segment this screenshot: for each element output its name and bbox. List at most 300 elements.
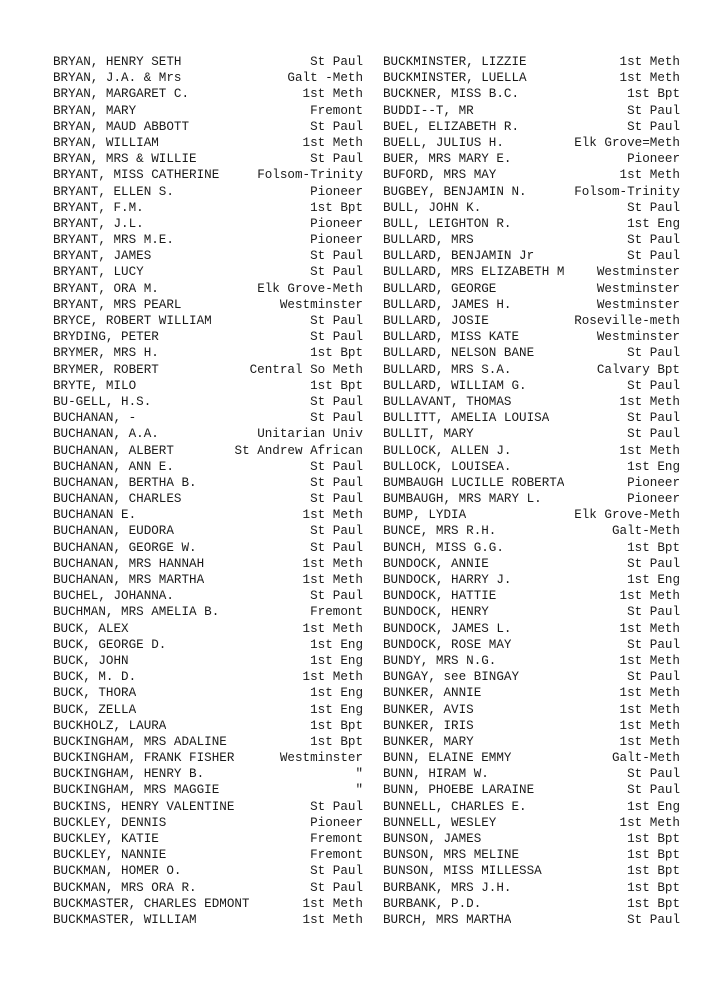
list-item	[383, 216, 680, 232]
church-name: Pioneer	[310, 184, 363, 199]
church-name: St Andrew African	[234, 443, 363, 458]
church-name: St Paul	[310, 799, 363, 814]
church-name: 1st Meth	[619, 621, 680, 636]
member-name: BRYANT, F.M.	[53, 200, 144, 215]
church-name: 1st Meth	[619, 718, 680, 733]
church-name: St Paul	[310, 394, 363, 409]
member-name: BUNDY, MRS N.G.	[383, 653, 497, 668]
church-name: St Paul	[310, 492, 363, 507]
member-name: BUNCE, MRS R.H.	[383, 524, 497, 539]
member-name: BUNN, ELAINE EMMY	[383, 751, 512, 766]
member-name: BRYCE, ROBERT WILLIAM	[53, 314, 212, 328]
list-item	[53, 135, 363, 151]
list-item	[383, 426, 680, 442]
list-item	[383, 653, 680, 669]
member-name: BUCKHOLZ, LAURA	[53, 718, 167, 733]
member-name: BUCKMINSTER, LIZZIE	[383, 55, 527, 69]
member-name: BUCHANAN, ANN E.	[53, 459, 174, 474]
church-name: Galt-Meth	[611, 524, 680, 539]
member-name: BUNN, HIRAM W.	[383, 767, 489, 782]
church-name: St Paul	[627, 912, 680, 927]
member-name: BUCK, M. D.	[53, 670, 137, 685]
church-name: Westminster	[279, 297, 363, 312]
church-name: 1st Bpt	[310, 200, 363, 215]
church-name: St Paul	[627, 411, 680, 426]
member-name: BULLARD, GEORGE	[383, 281, 497, 296]
church-name: St Paul	[627, 200, 680, 215]
church-name: Unitarian Univ	[257, 427, 363, 442]
list-item	[383, 702, 680, 718]
church-name: 1st Meth	[302, 621, 363, 636]
church-name: 1st Bpt	[627, 87, 680, 102]
list-item	[53, 329, 363, 345]
church-name: Pioneer	[310, 216, 363, 231]
church-name: Pioneer	[310, 233, 363, 248]
list-item	[53, 410, 363, 426]
member-name: BUCKNER, MISS B.C.	[383, 87, 520, 102]
member-name: BULLITT, AMELIA LOUISA	[383, 411, 550, 426]
member-name: BRYAN, MARY	[53, 103, 137, 118]
list-item	[53, 556, 363, 572]
member-name: BUNKER, AVIS	[383, 702, 474, 717]
list-item	[383, 200, 680, 216]
list-item	[383, 718, 680, 734]
church-name: Pioneer	[310, 815, 363, 830]
list-item	[383, 248, 680, 264]
list-item	[53, 362, 363, 378]
list-item	[383, 54, 680, 70]
member-name: BULLARD, MRS ELIZABETH M	[383, 265, 565, 280]
church-name: St Paul	[310, 524, 363, 539]
list-item	[383, 297, 680, 313]
church-name: Calvary Bpt	[596, 362, 680, 377]
church-name: 1st Meth	[619, 686, 680, 701]
member-name: BRYAN, MRS & WILLIE	[53, 152, 197, 167]
list-item	[53, 491, 363, 507]
member-name: BRYANT, MISS CATHERINE	[53, 168, 220, 183]
church-name: St Paul	[310, 540, 363, 555]
list-item	[383, 863, 680, 879]
member-name: BUCHANAN, CHARLES	[53, 492, 182, 507]
member-name: BUCKMAN, MRS ORA R.	[53, 880, 197, 895]
member-name: BUFORD, MRS MAY	[383, 168, 497, 183]
list-item	[383, 540, 680, 556]
member-name: BURBANK, MRS J.H.	[383, 880, 512, 895]
church-name: 1st Eng	[310, 702, 363, 717]
list-item	[53, 540, 363, 556]
list-item	[383, 880, 680, 896]
member-name: BUCKINGHAM, HENRY B.	[53, 767, 205, 782]
list-item	[53, 831, 363, 847]
list-item	[53, 604, 363, 620]
member-name: BUNCH, MISS G.G.	[383, 540, 504, 555]
member-name: BRYANT, J.L.	[53, 216, 144, 231]
member-name: BUDDI--T, MR	[383, 103, 474, 118]
list-item	[53, 572, 363, 588]
church-name: Westminster	[596, 330, 680, 345]
church-name: Folsom-Trinity	[257, 168, 363, 183]
church-name: 1st Eng	[627, 216, 680, 231]
church-name: 1st Meth	[619, 71, 680, 86]
list-item	[53, 621, 363, 637]
member-name: BULLOCK, LOUISEA.	[383, 459, 512, 474]
church-name: "	[355, 767, 363, 782]
list-item	[383, 896, 680, 912]
list-item	[53, 119, 363, 135]
list-item	[53, 443, 363, 459]
member-name: BULLARD, MISS KATE	[383, 330, 520, 345]
list-item	[53, 394, 363, 410]
list-item	[383, 588, 680, 604]
church-name: Elk Grove=Meth	[574, 135, 680, 150]
list-item	[383, 556, 680, 572]
church-name: 1st Bpt	[627, 864, 680, 879]
member-name: BUCHANAN E.	[53, 508, 137, 523]
member-name: BUCHEL, JOHANNA.	[53, 589, 174, 604]
member-name: BUEL, ELIZABETH R.	[383, 119, 520, 134]
church-name: 1st Bpt	[627, 832, 680, 846]
member-name: BULLIT, MARY	[383, 427, 474, 442]
member-name: BU-GELL, H.S.	[53, 394, 152, 409]
list-item	[53, 507, 363, 523]
list-item	[383, 410, 680, 426]
member-name: BUNNELL, WESLEY	[383, 815, 497, 830]
church-name: 1st Eng	[310, 653, 363, 668]
church-name: 1st Meth	[302, 896, 363, 911]
member-name: BUCK, GEORGE D.	[53, 637, 167, 652]
church-name: St Paul	[310, 265, 363, 280]
list-item	[53, 378, 363, 394]
member-name: BUNKER, MARY	[383, 734, 474, 749]
list-item	[53, 847, 363, 863]
church-name: 1st Bpt	[627, 896, 680, 911]
list-item	[53, 426, 363, 442]
list-item	[383, 912, 680, 928]
list-item	[53, 523, 363, 539]
list-item	[53, 264, 363, 280]
list-item	[383, 151, 680, 167]
list-item	[53, 459, 363, 475]
church-name: 1st Eng	[627, 459, 680, 474]
member-name: BRYAN, MAUD ABBOTT	[53, 119, 190, 134]
church-name: St Paul	[627, 346, 680, 361]
member-name: BUGBEY, BENJAMIN N.	[383, 184, 527, 199]
list-item	[383, 847, 680, 863]
member-name: BULLAVANT, THOMAS	[383, 394, 512, 409]
list-item	[53, 281, 363, 297]
list-item	[383, 734, 680, 750]
church-name: St Paul	[310, 880, 363, 895]
list-item	[383, 604, 680, 620]
church-name: St Paul	[310, 119, 363, 134]
list-item	[53, 718, 363, 734]
church-name: Galt -Meth	[287, 71, 363, 86]
church-name: 1st Bpt	[310, 378, 363, 393]
list-item	[383, 669, 680, 685]
church-name: St Paul	[627, 119, 680, 134]
church-name: 1st Meth	[619, 55, 680, 69]
member-name: BRYAN, HENRY SETH	[53, 55, 182, 69]
church-name: 1st Meth	[302, 87, 363, 102]
member-name: BULL, LEIGHTON R.	[383, 216, 512, 231]
member-name: BULLARD, WILLIAM G.	[383, 378, 527, 393]
member-name: BUCKINGHAM, FRANK FISHER	[53, 751, 235, 766]
member-name: BRYAN, MARGARET C.	[53, 87, 190, 102]
member-name: BRYANT, ORA M.	[53, 281, 159, 296]
church-name: St Paul	[627, 378, 680, 393]
church-name: St Paul	[310, 589, 363, 604]
member-name: BRYANT, JAMES	[53, 249, 152, 264]
church-name: St Paul	[310, 330, 363, 345]
member-name: BUCHANAN, ALBERT	[53, 443, 174, 458]
church-name: St Paul	[310, 864, 363, 879]
right-column	[383, 54, 680, 928]
church-name: 1st Meth	[302, 556, 363, 571]
member-name: BUCKINGHAM, MRS MAGGIE	[53, 783, 220, 798]
member-name: BUCKLEY, KATIE	[53, 832, 159, 846]
church-name: St Paul	[627, 103, 680, 118]
church-name: St Paul	[627, 783, 680, 798]
member-name: BUCHANAN, GEORGE W.	[53, 540, 197, 555]
church-name: Pioneer	[627, 475, 680, 490]
member-name: BUCKINS, HENRY VALENTINE	[53, 799, 235, 814]
list-item	[53, 685, 363, 701]
member-name: BULLARD, JOSIE	[383, 314, 489, 328]
list-item	[53, 734, 363, 750]
church-name: 1st Eng	[627, 573, 680, 587]
member-name: BRYMER, MRS H.	[53, 346, 159, 361]
member-name: BUNDOCK, ROSE MAY	[383, 637, 512, 652]
member-name: BULL, JOHN K.	[383, 200, 482, 215]
member-name: BUCK, ZELLA	[53, 702, 137, 717]
church-name: Westminster	[596, 297, 680, 312]
list-item	[53, 103, 363, 119]
list-item	[53, 669, 363, 685]
church-name: 1st Meth	[619, 589, 680, 604]
list-item	[383, 119, 680, 135]
church-name: Fremont	[310, 103, 363, 118]
church-name: Pioneer	[627, 152, 680, 167]
member-name: BRYANT, MRS M.E.	[53, 233, 174, 248]
member-name: BULLARD, NELSON BANE	[383, 346, 535, 361]
list-item	[53, 815, 363, 831]
list-item	[383, 782, 680, 798]
church-name: Pioneer	[627, 492, 680, 507]
list-item	[383, 329, 680, 345]
list-item	[383, 621, 680, 637]
church-name: 1st Meth	[302, 135, 363, 150]
list-item	[383, 815, 680, 831]
church-name: St Paul	[627, 605, 680, 620]
member-name: BULLARD, BENJAMIN Jr	[383, 249, 535, 264]
member-name: BUCKMASTER, WILLIAM	[53, 912, 197, 927]
church-name: St Paul	[627, 637, 680, 652]
list-item	[383, 799, 680, 815]
list-item	[53, 766, 363, 782]
list-item	[53, 297, 363, 313]
list-item	[383, 572, 680, 588]
list-item	[53, 86, 363, 102]
list-item	[53, 653, 363, 669]
left-column	[53, 54, 363, 928]
member-name: BRYMER, ROBERT	[53, 362, 159, 377]
church-name: St Paul	[310, 152, 363, 167]
member-name: BUCK, ALEX	[53, 621, 129, 636]
member-name: BUNKER, ANNIE	[383, 686, 482, 701]
list-item	[53, 232, 363, 248]
church-name: 1st Bpt	[627, 540, 680, 555]
church-name: Central So Meth	[249, 362, 363, 377]
member-name: BRYANT, ELLEN S.	[53, 184, 174, 199]
member-name: BUCKMASTER, CHARLES EDMONT	[53, 896, 250, 911]
church-name: St Paul	[627, 249, 680, 264]
list-item	[383, 523, 680, 539]
member-name: BUER, MRS MARY E.	[383, 152, 512, 167]
list-item	[383, 264, 680, 280]
member-name: BULLARD, MRS S.A.	[383, 362, 512, 377]
church-name: 1st Eng	[310, 686, 363, 701]
list-item	[383, 685, 680, 701]
member-name: BULLARD, JAMES H.	[383, 297, 512, 312]
member-name: BUCHANAN, A.A.	[53, 427, 159, 442]
church-name: Westminster	[279, 751, 363, 766]
member-name: BUNNELL, CHARLES E.	[383, 799, 527, 814]
church-name: Roseville-meth	[574, 314, 680, 328]
member-name: BULLARD, MRS	[383, 233, 474, 248]
list-item	[383, 378, 680, 394]
member-name: BUCKMAN, HOMER O.	[53, 864, 182, 879]
church-name: St Paul	[310, 459, 363, 474]
church-name: St Paul	[627, 670, 680, 685]
church-name: St Paul	[627, 556, 680, 571]
list-item	[53, 216, 363, 232]
list-item	[383, 831, 680, 847]
church-name: 1st Bpt	[627, 848, 680, 863]
member-name: BRYAN, WILLIAM	[53, 135, 159, 150]
church-name: Westminster	[596, 265, 680, 280]
church-name: 1st Meth	[302, 573, 363, 587]
church-name: 1st Meth	[619, 702, 680, 717]
church-name: 1st Meth	[302, 670, 363, 685]
church-name: 1st Meth	[619, 394, 680, 409]
list-item	[53, 588, 363, 604]
church-name: Elk Grove-Meth	[574, 508, 680, 523]
member-name: BRYANT, LUCY	[53, 265, 144, 280]
member-name: BUCKMINSTER, LUELLA	[383, 71, 527, 86]
list-item	[53, 799, 363, 815]
list-item	[53, 313, 363, 329]
church-name: St Paul	[310, 55, 363, 69]
church-name: Fremont	[310, 605, 363, 620]
list-item	[53, 167, 363, 183]
member-name: BUNDOCK, HENRY	[383, 605, 489, 620]
member-name: BUNDOCK, ANNIE	[383, 556, 489, 571]
member-name: BUCK, THORA	[53, 686, 137, 701]
member-name: BUCHANAN, -	[53, 411, 137, 426]
church-name: Elk Grove-Meth	[257, 281, 363, 296]
member-name: BUELL, JULIUS H.	[383, 135, 504, 150]
member-name: BUMP, LYDIA	[383, 508, 467, 523]
church-name: Galt-Meth	[611, 751, 680, 766]
church-name: St Paul	[310, 249, 363, 264]
member-name: BUCHMAN, MRS AMELIA B.	[53, 605, 220, 620]
member-name: BUMBAUGH LUCILLE ROBERTA	[383, 475, 565, 490]
list-item	[383, 86, 680, 102]
list-item	[383, 362, 680, 378]
church-name: Folsom-Trinity	[574, 184, 680, 199]
list-item	[383, 507, 680, 523]
member-name: BUCHANAN, BERTHA B.	[53, 475, 197, 490]
member-name: BUCHANAN, MRS HANNAH	[53, 556, 205, 571]
church-name: 1st Meth	[619, 443, 680, 458]
church-name: 1st Meth	[302, 508, 363, 523]
member-name: BRYTE, MILO	[53, 378, 137, 393]
member-name: BURCH, MRS MARTHA	[383, 912, 512, 927]
member-name: BRYDING, PETER	[53, 330, 159, 345]
list-item	[383, 637, 680, 653]
church-name: St Paul	[310, 314, 363, 328]
member-name: BRYANT, MRS PEARL	[53, 297, 182, 312]
list-item	[53, 184, 363, 200]
church-name: 1st Eng	[627, 799, 680, 814]
list-item	[383, 491, 680, 507]
list-item	[53, 896, 363, 912]
member-name: BUNDOCK, HARRY J.	[383, 573, 512, 587]
list-item	[53, 880, 363, 896]
member-name: BUNSON, MRS MELINE	[383, 848, 520, 863]
member-name: BUCKLEY, NANNIE	[53, 848, 167, 863]
church-name: Fremont	[310, 848, 363, 863]
member-name: BURBANK, P.D.	[383, 896, 482, 911]
list-item	[383, 70, 680, 86]
member-name: BUMBAUGH, MRS MARY L.	[383, 492, 542, 507]
member-name: BUNDOCK, JAMES L.	[383, 621, 512, 636]
list-item	[383, 135, 680, 151]
list-item	[383, 345, 680, 361]
member-name: BUNGAY, see BINGAY	[383, 670, 520, 685]
list-item	[53, 863, 363, 879]
list-item	[383, 750, 680, 766]
church-name: Westminster	[596, 281, 680, 296]
church-name: "	[355, 783, 363, 798]
list-item	[53, 637, 363, 653]
list-item	[53, 702, 363, 718]
member-name: BUNDOCK, HATTIE	[383, 589, 497, 604]
church-name: 1st Bpt	[310, 718, 363, 733]
list-item	[383, 394, 680, 410]
list-item	[53, 151, 363, 167]
list-item	[53, 248, 363, 264]
list-item	[383, 475, 680, 491]
member-name: BUNN, PHOEBE LARAINE	[383, 783, 535, 798]
list-item	[53, 70, 363, 86]
church-name: 1st Meth	[302, 912, 363, 927]
church-name: 1st Bpt	[310, 346, 363, 361]
list-item	[383, 232, 680, 248]
list-item	[383, 184, 680, 200]
list-item	[383, 459, 680, 475]
list-item	[53, 782, 363, 798]
list-item	[53, 54, 363, 70]
member-name: BULLOCK, ALLEN J.	[383, 443, 512, 458]
church-name: 1st Bpt	[627, 880, 680, 895]
member-name: BRYAN, J.A. & Mrs	[53, 71, 182, 86]
list-item	[383, 766, 680, 782]
church-name: Fremont	[310, 832, 363, 846]
member-name: BUCKINGHAM, MRS ADALINE	[53, 734, 227, 749]
church-name: 1st Meth	[619, 168, 680, 183]
member-name: BUNSON, MISS MILLESSA	[383, 864, 542, 879]
